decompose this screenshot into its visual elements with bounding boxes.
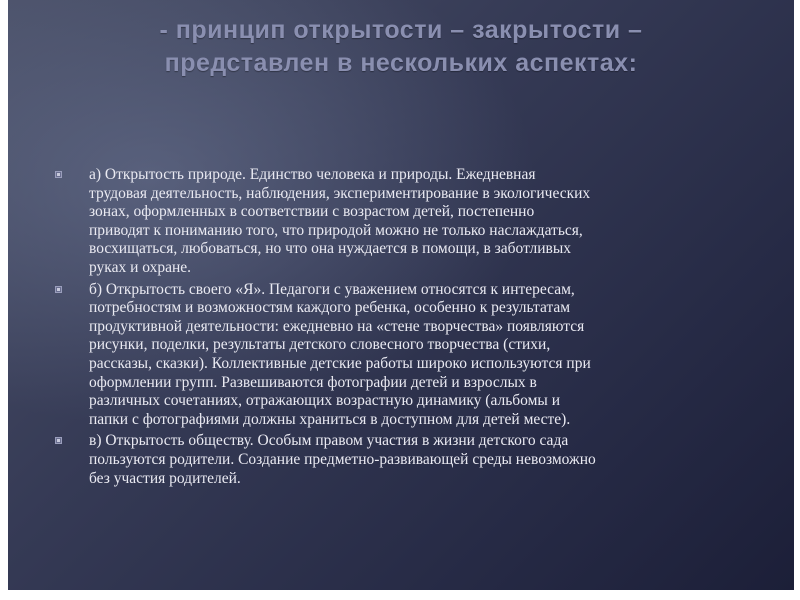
square-bullet-icon bbox=[55, 437, 62, 444]
slide-title-line: представлен в нескольких аспектах: bbox=[164, 49, 638, 77]
list-item bbox=[52, 166, 752, 278]
square-bullet-icon bbox=[55, 171, 62, 178]
slide bbox=[8, 0, 794, 590]
text-line: различных сочетаниях, отражающих возрастную динамику (альбомы и bbox=[89, 392, 561, 410]
text-line: оформлении групп. Развешиваются фотографии детей и взрослых в bbox=[89, 373, 537, 391]
list-item bbox=[52, 432, 752, 488]
text-line: руках и охране. bbox=[89, 258, 192, 276]
text-line: пользуются родители. Создание предметно-развивающей среды невозможно bbox=[89, 450, 596, 468]
list-item-text bbox=[89, 432, 752, 488]
text-line: а) Открытость природе. Единство человека и природы. Ежедневная bbox=[89, 166, 536, 183]
bullet-list bbox=[52, 166, 752, 491]
slide-title bbox=[28, 14, 774, 80]
text-line: рассказы, сказки). Коллективные детские работы широко используются при bbox=[89, 354, 591, 372]
list-item-text bbox=[89, 166, 752, 278]
text-line: папки с фотографиями должны храниться в доступном для детей месте). bbox=[89, 410, 571, 428]
slide-title-line: - принцип открытости – закрытости – bbox=[159, 16, 643, 44]
text-line: б) Открытость своего «Я». Педагоги с уважением относятся к интересам, bbox=[89, 280, 575, 298]
text-line: продуктивной деятельности: ежедневно на «стене творчества» появляются bbox=[89, 317, 585, 335]
text-line: трудовая деятельность, наблюдения, экспериментирование в экологических bbox=[89, 184, 591, 202]
square-bullet-icon bbox=[55, 286, 62, 293]
text-line: рисунки, поделки, результаты детского словесного творчества (стихи, bbox=[89, 336, 551, 354]
list-item-text bbox=[89, 281, 752, 430]
text-line: без участия родителей. bbox=[89, 469, 241, 487]
text-line: потребностям и возможностям каждого ребенка, особенно к результатам bbox=[89, 299, 571, 317]
text-line: восхищаться, любоваться, но что она нуждается в помощи, в заботливых bbox=[89, 240, 571, 258]
list-item bbox=[52, 281, 752, 430]
text-line: зонах, оформленных в соответствии с возрастом детей, постепенно bbox=[89, 203, 535, 221]
text-line: в) Открытость обществу. Особым правом участия в жизни детского сада bbox=[89, 432, 569, 450]
text-line: приводят к пониманию того, что природой можно не только наслаждаться, bbox=[89, 221, 583, 239]
